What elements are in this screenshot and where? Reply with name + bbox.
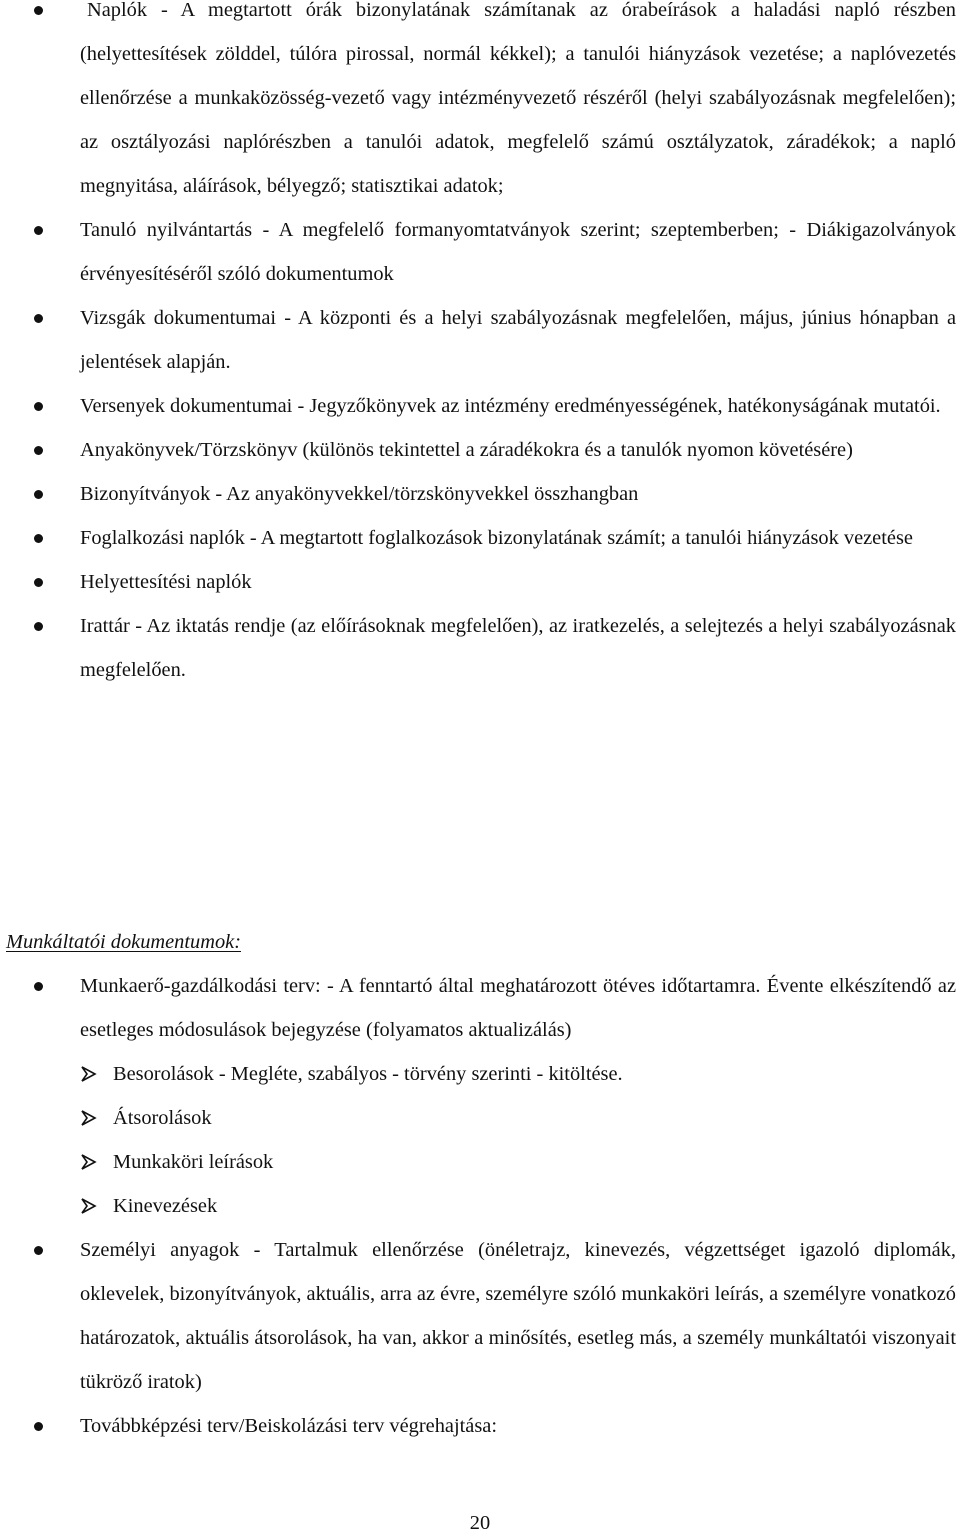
list-item-tovabbkepzesi-terv	[0, 1404, 960, 1448]
list-item-versenyek	[0, 384, 960, 428]
bullet-icon	[34, 982, 43, 991]
bullet-icon	[34, 1246, 43, 1255]
list-item-munkaero-gazdalkodasi-terv	[0, 964, 960, 1052]
sub-list-item-text: Kinevezések	[113, 1195, 218, 1217]
list-item-foglalkozasi-naplok	[0, 516, 960, 560]
list-item-text: Munkaerő-gazdálkodási terv: - A fenntartó által meghatározott ötéves időtartamra. Évente elkészítendő az esetleges módosulások bejegyzése (folyamatos aktualizálás)	[80, 975, 956, 1041]
bullet-icon	[34, 578, 43, 587]
list-item-szemelyi-anyagok	[0, 1228, 960, 1404]
bullet-icon	[34, 402, 43, 411]
bullet-icon	[34, 314, 43, 323]
arrow-bullet-icon	[80, 1065, 98, 1083]
list-item-text: Versenyek dokumentumai - Jegyzőkönyvek az intézmény eredményességének, hatékonyságának mutatói.	[80, 395, 941, 417]
list-item-anyakonyvek	[0, 428, 960, 472]
bullet-list-school-documents	[0, 0, 960, 692]
list-item-text: Naplók - A megtartott órák bizonylatának számítanak az órabeírások a haladási napló részben (helyettesítések zölddel, túlóra pirossal, normál kékkel); a tanulói hiányzások vezetése; a naplóvezetés ellenőrzése a munkaközösség-vezető vagy intézményvezető részéről (helyi szabályozásnak megfelelően); az osztályozási naplórészben a tanulói adatok, megfelelő számú osztályzatok, záradékok; a napló megnyitása, aláírások, bélyegző; statisztikai adatok;	[80, 0, 956, 197]
bullet-icon	[34, 534, 43, 543]
sub-list-item-atsorolasok	[0, 1096, 960, 1140]
bullet-icon	[34, 446, 43, 455]
list-item-text: Foglalkozási naplók - A megtartott foglalkozások bizonylatának számít; a tanulói hiányzások vezetése	[80, 527, 913, 549]
list-item-text: Anyakönyvek/Törzskönyv (különös tekintettel a záradékokra és a tanulók nyomon követésére)	[80, 439, 853, 461]
sub-list-item-kinevezesek	[0, 1184, 960, 1228]
list-item-vizsgak	[0, 296, 960, 384]
bullet-icon	[34, 226, 43, 235]
list-item-tanulo-nyilvantartas	[0, 208, 960, 296]
bullet-icon	[34, 1422, 43, 1431]
bullet-list-employer-documents	[0, 964, 960, 1448]
arrow-bullet-icon	[80, 1109, 98, 1127]
section-heading: Munkáltatói dokumentumok:	[6, 931, 242, 953]
list-item-text: Helyettesítési naplók	[80, 571, 252, 593]
list-item-irattar	[0, 604, 960, 692]
bullet-icon	[34, 6, 43, 15]
arrow-bullet-icon	[80, 1197, 98, 1215]
page-number: 20	[469, 1512, 491, 1534]
list-item-bizonyitvanyok	[0, 472, 960, 516]
arrow-bullet-icon	[80, 1153, 98, 1171]
sub-list-item-text: Átsorolások	[113, 1107, 212, 1129]
bullet-icon	[34, 490, 43, 499]
list-item-text: Bizonyítványok - Az anyakönyvekkel/törzskönyvekkel összhangban	[80, 483, 639, 505]
list-item-naplok	[0, 0, 960, 208]
sub-list-item-text: Besorolások - Megléte, szabályos - törvény szerinti - kitöltése.	[113, 1063, 623, 1085]
bullet-icon	[34, 622, 43, 631]
list-item-text: Tanuló nyilvántartás - A megfelelő formanyomtatványok szerint; szeptemberben; - Diákigazolványok érvényesítéséről szóló dokumentumok	[80, 219, 956, 285]
sub-list-item-text: Munkaköri leírások	[113, 1151, 274, 1173]
list-item-text: Vizsgák dokumentumai - A központi és a helyi szabályozásnak megfelelően, május, június hónapban a jelentések alapján.	[80, 307, 956, 373]
sub-list-item-besorolasok	[0, 1052, 960, 1096]
list-item-text: Személyi anyagok - Tartalmuk ellenőrzése (önéletrajz, kinevezés, végzettséget igazoló diplomák, oklevelek, bizonyítványok, aktuális, arra az évre, személyre szóló munkaköri leírás, a személyre vonatkozó határozatok, aktuális átsorolások, ha van, akkor a minősítés, esetleg más, a személy munkáltatói viszonyait tükröző iratok)	[80, 1239, 956, 1393]
list-item-text: Továbbképzési terv/Beiskolázási terv végrehajtása:	[80, 1415, 497, 1437]
sub-list-item-munkakori-leirasok	[0, 1140, 960, 1184]
list-item-text: Irattár - Az iktatás rendje (az előírásoknak megfelelően), az iratkezelés, a selejtezés a helyi szabályozásnak megfelelően.	[80, 615, 956, 681]
list-item-helyettesitesi-naplok	[0, 560, 960, 604]
